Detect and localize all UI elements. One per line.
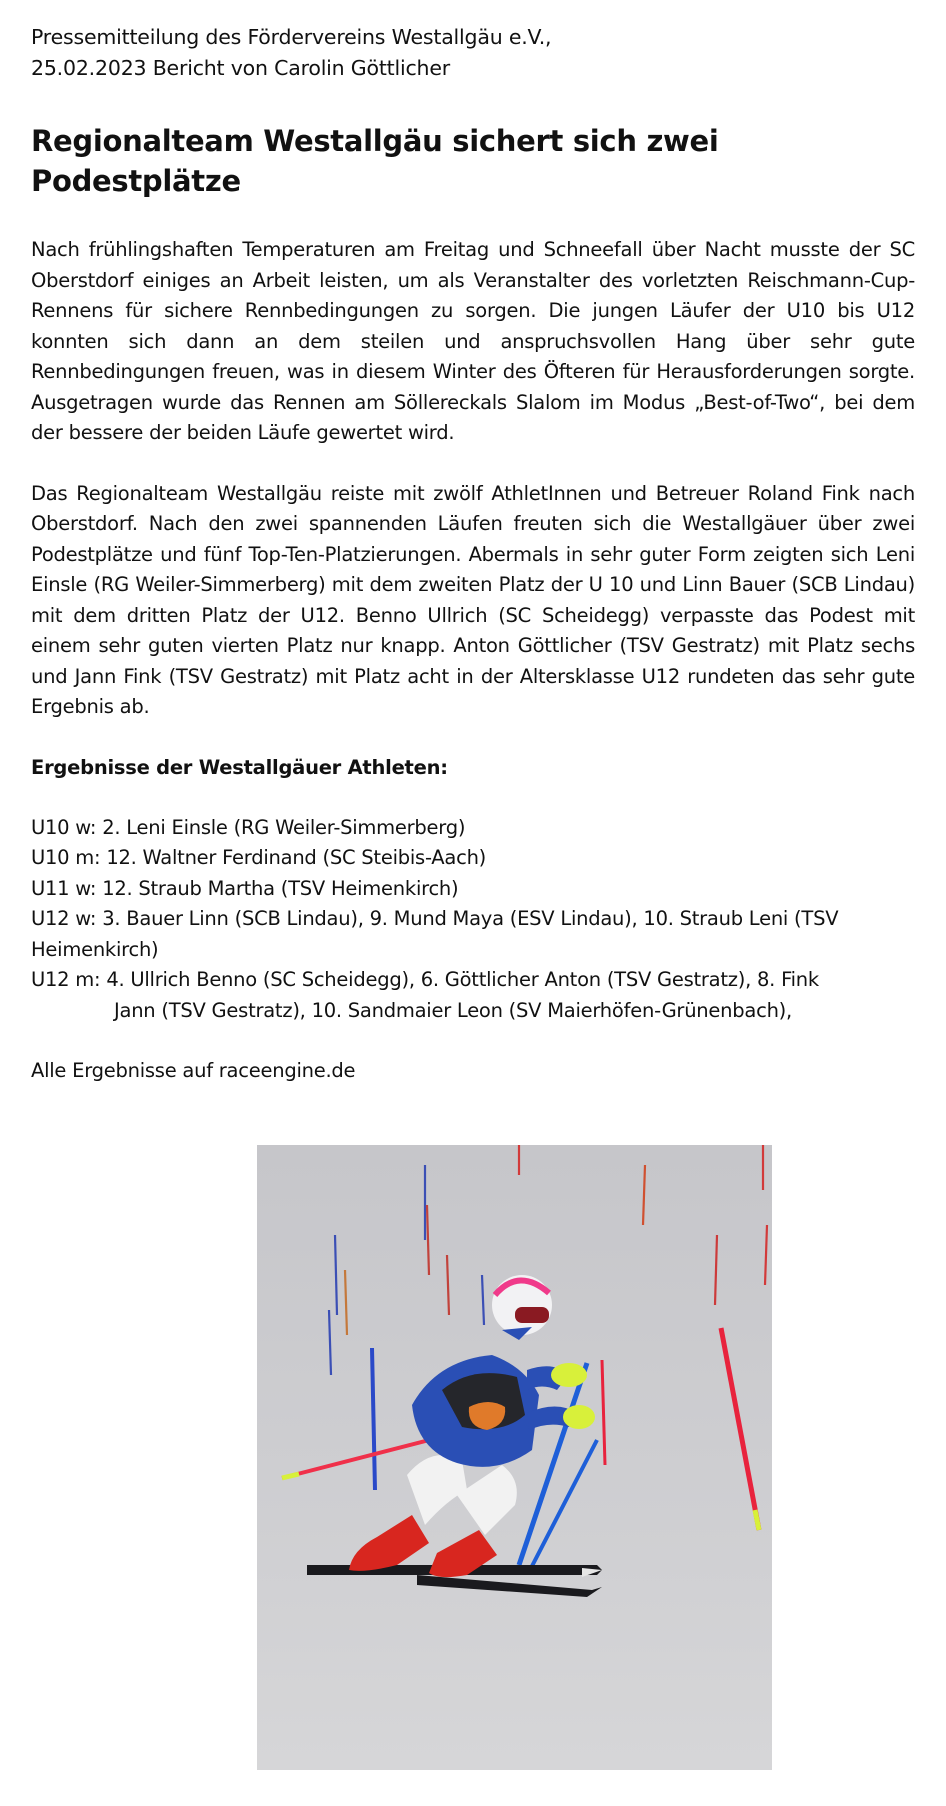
result-row: [31, 813, 915, 844]
result-text: 12. Straub Martha (TSV Heimenkirch): [102, 876, 459, 900]
results-link-line: Alle Ergebnisse auf raceengine.de: [31, 1059, 356, 1082]
result-class: U10 m:: [31, 846, 101, 869]
results-heading: Ergebnisse der Westallgäuer Athleten:: [31, 755, 448, 779]
result-continuation: Jann (TSV Gestratz), 10. Sandmaier Leon (SV Maierhöfen-Grünenbach),: [114, 998, 792, 1022]
article-title: Regionalteam Westallgäu sichert sich zwei Podestplätze: [31, 124, 719, 198]
result-row: [31, 904, 915, 965]
paragraph-team: Das Regionalteam Westallgäu reiste mit zwölf AthletInnen und Betreuer Roland Fink nach Oberstdorf. Nach den zwei spannenden Läufen freuten sich die Westallgäuer über zwei Podestplätze und fünf Top-Ten-Platzierungen. Abermals in sehr guter Form zeigten sich Leni Einsle (RG Weiler-Simmerberg) mit dem zweiten Platz der U 10 und Linn Bauer (SCB Lindau) mit dem dritten Platz der U12. Benno Ullrich (SC Scheidegg) verpasste das Podest mit einem sehr guten vierten Platz nur knapp. Anton Göttlicher (TSV Gestratz) mit Platz sechs und Jann Fink (TSV Gestratz) mit Platz acht in der Altersklasse U12 rundeten das sehr gute Ergebnis ab.: [31, 481, 915, 718]
result-continuation: Heimenkirch): [31, 937, 159, 961]
result-class: U10 w:: [31, 815, 97, 839]
header-line-1: Pressemitteilung des Fördervereins Westallgäu e.V.,: [31, 25, 552, 49]
result-row: [31, 843, 915, 874]
result-class: U11 w:: [31, 876, 97, 900]
result-text: 12. Waltner Ferdinand (SC Steibis-Aach): [106, 846, 487, 869]
skier-slalom-photo: [257, 1145, 772, 1770]
result-text: 2. Leni Einsle (RG Weiler-Simmerberg): [102, 815, 466, 839]
header-line-2: 25.02.2023 Bericht von Carolin Göttlicher: [31, 56, 450, 80]
result-row: [31, 965, 915, 1026]
result-class: U12 w:: [31, 907, 97, 930]
result-text: 4. Ullrich Benno (SC Scheidegg), 6. Göttlicher Anton (TSV Gestratz), 8. Fink: [106, 968, 819, 991]
press-release: [31, 22, 915, 1086]
result-class: U12 m:: [31, 968, 101, 991]
paragraph-intro: Nach frühlingshaften Temperaturen am Freitag und Schneefall über Nacht musste der SC Oberstdorf einiges an Arbeit leisten, um als Veranstalter des vorletzten Reischmann-Cup-Rennens für sichere Rennbedingungen zu sorgen. Die jungen Läufer der U10 bis U12 konnten sich dann an dem steilen und anspruchsvollen Hang über sehr gute Rennbedingungen freuen, was in diesem Winter des Öfteren für Herausforderungen sorgte. Ausgetragen wurde das Rennen am Söllereckals Slalom im Modus „Best-of-Two“, bei dem der bessere der beiden Läufe gewertet wird.: [31, 238, 915, 444]
result-row: [31, 874, 915, 905]
results-list: [31, 813, 915, 1027]
result-text: 3. Bauer Linn (SCB Lindau), 9. Mund Maya (ESV Lindau), 10. Straub Leni (TSV: [102, 907, 839, 930]
